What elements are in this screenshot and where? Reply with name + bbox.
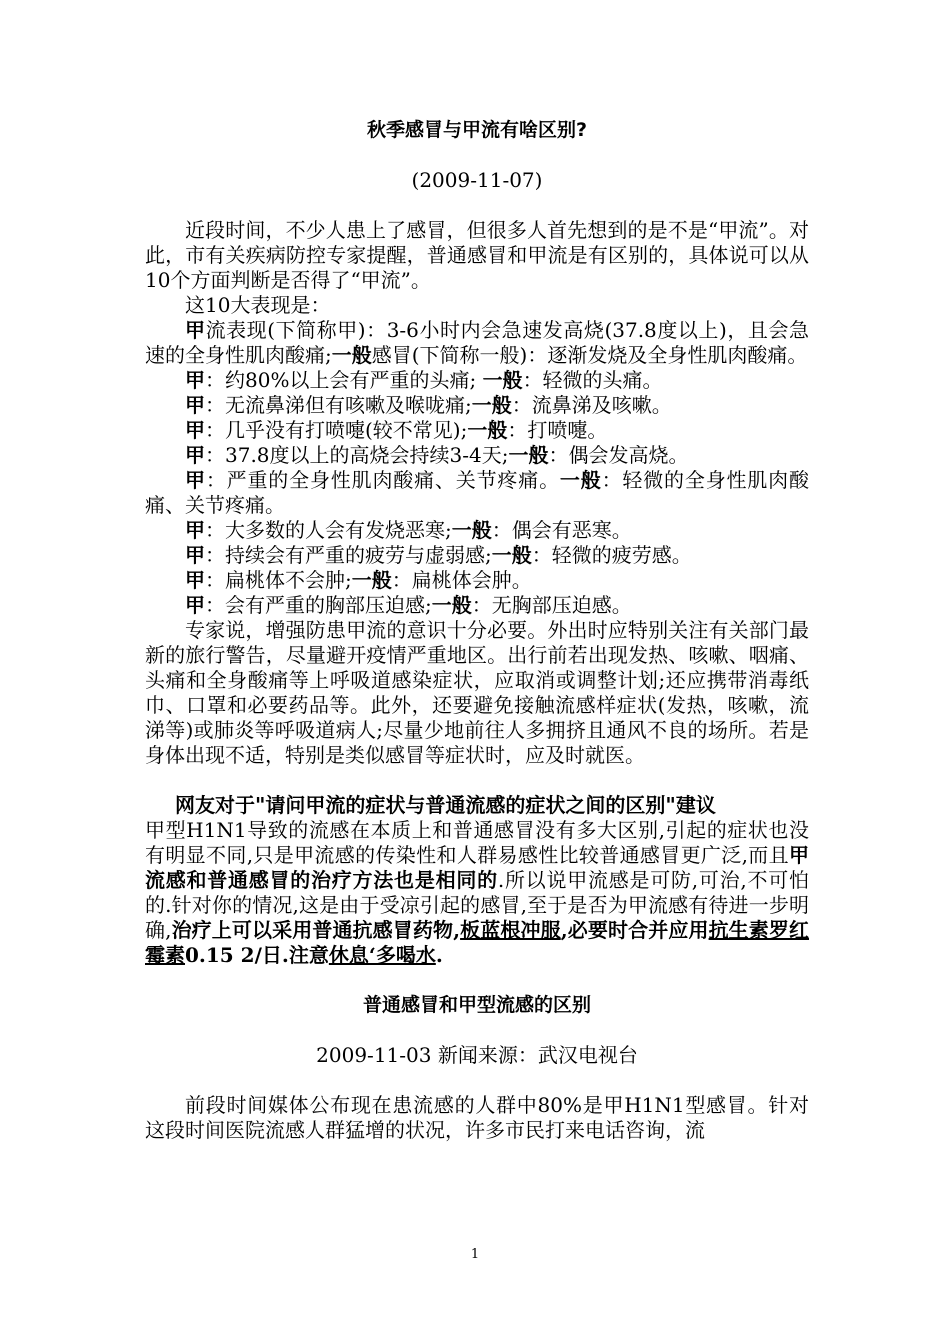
page-number: 1 — [470, 1247, 480, 1262]
yiban-label: 一般 — [471, 393, 512, 417]
netizen-bold-text: 甲流感和普通感冒的治疗方法也是相同的 — [145, 843, 809, 892]
comparison-item — [145, 543, 809, 568]
jia-text: ：大多数的人会有发烧恶寒; — [205, 518, 452, 542]
comparison-item — [145, 368, 809, 393]
comparison-item — [145, 443, 809, 468]
yiban-label: 一般 — [491, 543, 532, 567]
intro-paragraph: 近段时间，不少人患上了感冒，但很多人首先想到的是不是“甲流”。对此，市有关疾病防控专家提醒，普通感冒和甲流是有区别的，具体说可以从10个方面判断是否得了“甲流”。 — [145, 218, 809, 292]
comparison-item — [145, 518, 809, 543]
jia-label: 甲 — [185, 568, 205, 592]
yiban-text: ：偶会有恶寒。 — [491, 518, 632, 542]
jia-text: ：约80%以上会有严重的头痛; — [205, 368, 483, 392]
yiban-text: ：流鼻涕及咳嗽。 — [511, 393, 672, 417]
dosage-text: 0.15 2/日.注意 — [185, 943, 329, 967]
yiban-label: 一般 — [431, 593, 472, 617]
article2-intro: 前段时间媒体公布现在患流感的人群中80%是甲H1N1型感冒。针对这段时间医院流感人群猛增的状况，许多市民打来电话咨询，流 — [145, 1093, 809, 1142]
jia-label: 甲 — [185, 443, 205, 467]
yiban-label: 一般 — [482, 368, 523, 392]
comparison-item — [145, 568, 809, 593]
jia-text: ：无流鼻涕但有咳嗽及喉咙痛; — [205, 393, 472, 417]
netizen-text: .所以说甲流感是可防,可治,不可怕的.针对你的情况,这是由于受凉引起的感冒,至于是否为甲流感有待进一步明确, — [145, 868, 809, 942]
jia-text: ：持续会有严重的疲劳与虚弱感; — [205, 543, 492, 567]
yiban-label: 一般 — [559, 468, 602, 492]
article-title: 秋季感冒与甲流有啥区别? — [366, 119, 588, 141]
jia-label: 甲 — [185, 468, 206, 492]
comparison-item — [145, 418, 809, 443]
yiban-text: ：打喷嚏。 — [507, 418, 608, 442]
jia-text: 流表现(下简称甲)：3-6小时内会急速发高烧(37.8度以上)，且会急速的全身性肌肉酸痛; — [145, 318, 810, 367]
jia-text: ：扁桃体不会肿; — [205, 568, 352, 592]
treatment-text: ,必要时合并应用 — [560, 918, 709, 942]
yiban-text: ：无胸部压迫感。 — [471, 593, 632, 617]
comparison-item — [145, 318, 809, 368]
yiban-text: ：偶会发高烧。 — [548, 443, 689, 467]
comparison-item — [145, 593, 809, 618]
antibiotic-link-text: 抗生素罗红霉素 — [145, 918, 810, 967]
jia-text: ：37.8度以上的高烧会持续3-4天; — [205, 443, 509, 467]
expert-advice-paragraph: 专家说，增强防患甲流的意识十分必要。外出时应特别关注有关部门最新的旅行警告，尽量避开疫情严重地区。出行前若出现发热、咳嗽、咽痛、头痛和全身酸痛等上呼吸道感染症状，应取消或调整计划;还应携带消毒纸巾、口罩和必要药品等。此外，还要避免接触流感样症状(发热，咳嗽，流涕等)或肺炎等呼吸道病人;尽量少地前往人多拥挤且通风不良的场所。若是身体出现不适，特别是类似感冒等症状时，应及时就医。 — [145, 618, 809, 767]
yiban-text: ：轻微的全身性肌肉酸痛、关节疼痛。 — [145, 468, 810, 517]
yiban-label: 一般 — [331, 343, 372, 367]
comparison-item — [145, 393, 809, 418]
jia-label: 甲 — [185, 393, 205, 417]
yiban-text: ：扁桃体会肿。 — [391, 568, 532, 592]
article2-date-source: 2009-11-03 新闻来源：武汉电视台 — [316, 1043, 638, 1067]
jia-text: ：几乎没有打喷嚏(较不常见); — [205, 418, 468, 442]
jia-label: 甲 — [185, 518, 205, 542]
netizen-text: 甲型H1N1导致的流感在本质上和普通感冒没有多大区别,引起的症状也没有明显不同,只是甲流感的传染性和人群易感性比较普通感冒更广泛,而且 — [145, 818, 809, 867]
article-date: (2009-11-07) — [411, 168, 543, 192]
jia-text: ：严重的全身性肌肉酸痛、关节疼痛。 — [205, 468, 560, 492]
sentence-end: . — [435, 943, 443, 967]
jia-label: 甲 — [185, 318, 206, 342]
yiban-label: 一般 — [351, 568, 392, 592]
jia-label: 甲 — [185, 543, 205, 567]
netizen-paragraph — [145, 818, 809, 968]
banlangen-link-text: 板蓝根冲服 — [460, 918, 561, 942]
yiban-text: 感冒(下简称一般)：逐渐发烧及全身性肌肉酸痛。 — [371, 343, 808, 367]
rest-link-text: 休息‘多喝水 — [328, 943, 436, 967]
yiban-text: ：轻微的疲劳感。 — [531, 543, 692, 567]
jia-text: ：会有严重的胸部压迫感; — [205, 593, 432, 617]
treatment-text: 治疗上可以采用普通抗感冒药物, — [171, 918, 461, 942]
yiban-label: 一般 — [451, 518, 492, 542]
yiban-label: 一般 — [467, 418, 508, 442]
jia-label: 甲 — [185, 593, 205, 617]
document-body — [145, 118, 809, 1143]
list-intro: 这10大表现是： — [185, 293, 331, 317]
comparison-item — [145, 468, 809, 518]
jia-label: 甲 — [185, 368, 205, 392]
yiban-label: 一般 — [508, 443, 549, 467]
jia-label: 甲 — [185, 418, 205, 442]
article2-title: 普通感冒和甲型流感的区别 — [362, 994, 591, 1016]
netizen-heading: 网友对于"请问甲流的症状与普通流感的症状之间的区别"建议 — [175, 793, 716, 817]
yiban-text: ：轻微的头痛。 — [522, 368, 663, 392]
